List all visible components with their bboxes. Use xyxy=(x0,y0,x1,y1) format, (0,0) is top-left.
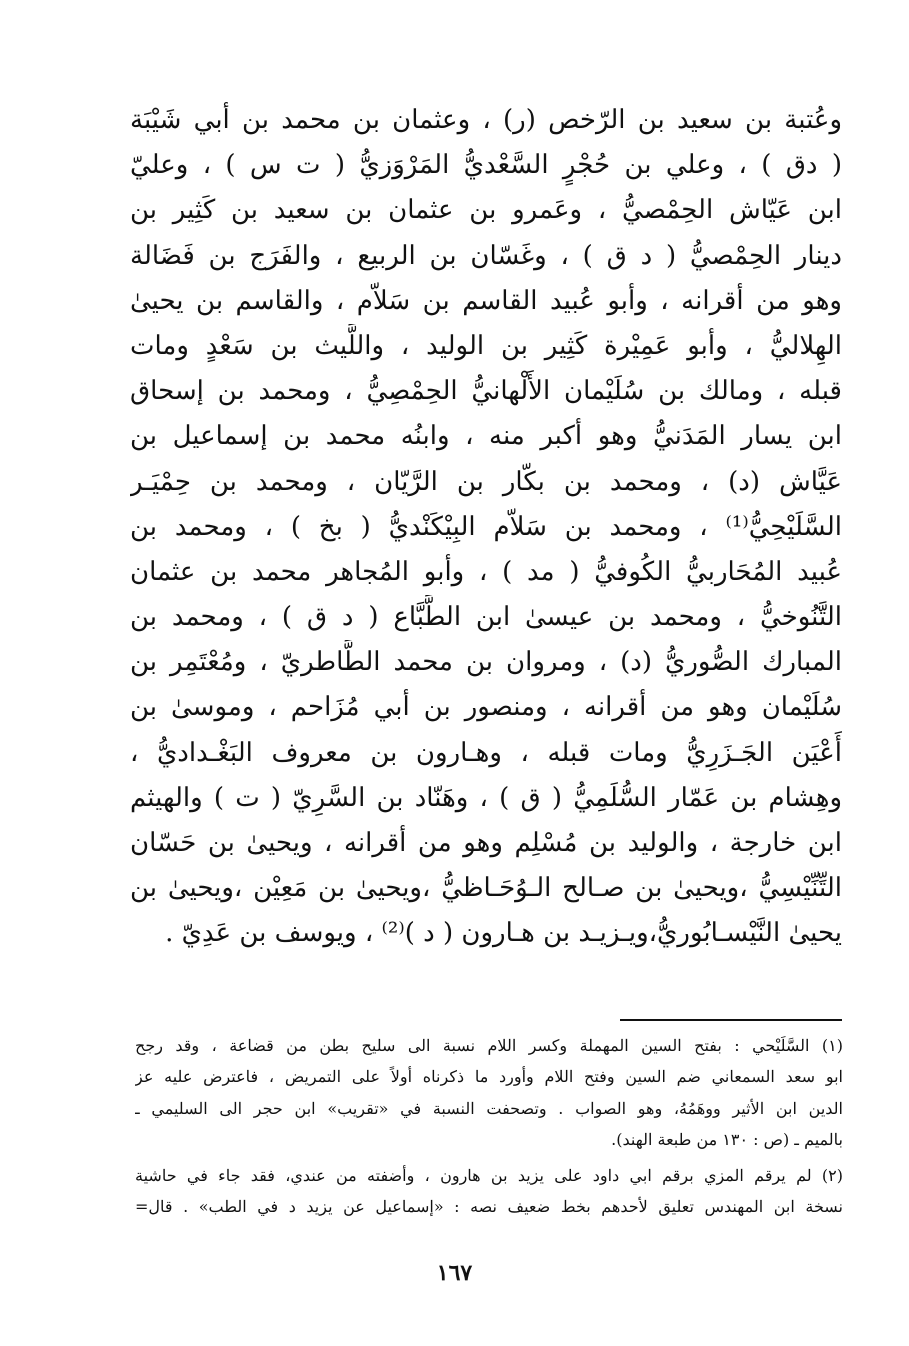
text-line: التَّنُوخيُّ ، ومحمد بن عيسىٰ ابن الطَّبَّاع ( د ق ) ، ومحمد بن xyxy=(130,602,842,633)
footnote-line: (٢) لم يرقم المزي برقم ابي داود على يزيد بن هارون ، وأضفته من عندي، فقد جاء في حاشية xyxy=(135,1165,843,1185)
text-line: الهِلاليُّ ، وأبو عَمِيْرة كَثِير بن الوليد ، واللَّيث بن سَعْدٍ ومات xyxy=(130,330,842,361)
text-line: قبله ، ومالك بن سُلَيْمان الأَلْهانيُّ الحِمْصِيُّ ، ومحمد بن إسحاق xyxy=(130,376,842,407)
text-line: سُلَيْمان وهو من أقرانه ، ومنصور بن أبي مُزَاحم ، وموسىٰ بن xyxy=(130,692,842,723)
text-line: ابن خارجة ، والوليد بن مُسْلِم وهو من أقرانه ، ويحيىٰ بن حَسّان xyxy=(130,828,842,858)
text-line: التِّنِّيْسِيُّ ،ويحيىٰ بن صـالح الـوُحَـاظيُّ ،ويحيىٰ بن مَعِيْن ،ويحيىٰ بن xyxy=(130,873,842,904)
text-line: عَيَّاش (د) ، ومحمد بن بكّار بن الرَّيّان ، ومحمد بن حِمْيَـر xyxy=(130,466,842,497)
text-line: يحيىٰ النَّيْسـابُوريُّ،ويـزيـد بن هـارون ( د )⁽²⁾ ، ويوسف بن عَدِيّ . xyxy=(165,918,842,949)
text-line: السَّلَيْحِيُّ⁽¹⁾ ، ومحمد بن سَلاّم البِيْكَنْديُّ ( بخ ) ، ومحمد بن xyxy=(130,511,842,542)
footnotes-block xyxy=(135,1030,843,1222)
text-line: وهو من أقرانه ، وأبو عُبيد القاسم بن سَلاّم ، والقاسم بن يحيىٰ xyxy=(130,285,842,316)
footnote-separator xyxy=(620,1019,842,1021)
footnote-2 xyxy=(135,1160,843,1223)
main-text-block xyxy=(130,98,842,957)
text-line: ابن يسار المَدَنيُّ وهو أكبر منه ، وابنُه محمد بن إسماعيل بن xyxy=(130,421,842,452)
text-line: أَعْيَن الجَـزَرِيُّ ومات قبله ، وهـارون بن معروف البَغْـداديُّ ، xyxy=(130,737,842,768)
footnote-1 xyxy=(135,1030,843,1156)
footnote-line: الدين ابن الأثير ووهَمُهُ، وهو الصواب . وتصحفت النسبة في «تقريب» ابن حجر الى السليمي ـ xyxy=(135,1098,843,1118)
page-number: ١٦٧ xyxy=(436,1260,473,1286)
footnote-line: نسخة ابن المهندس تعليق لأحدهم بخط ضعيف نصه : «إسماعيل عن يزيد د في الطب» . قال= xyxy=(135,1196,843,1216)
text-line: عُبيد المُحَاربيُّ الكُوفيُّ ( مد ) ، وأبو المُجاهر محمد بن عثمان xyxy=(130,556,842,587)
text-line: وهِشام بن عَمّار السُّلَمِيُّ ( ق ) ، وهَنّاد بن السَّرِيّ ( ت ) والهيثم xyxy=(130,782,842,813)
footnote-line: ابو سعد السمعاني ضم السين وفتح اللام وأورد ما ذكرناه أولاً على التمريض ، فاعترض عليه عز xyxy=(135,1067,843,1087)
footnote-line: (١) السَّلَيْحي : بفتح السين المهملة وكسر اللام نسبة الى سليح بطن من قضاعة ، وقد رجح xyxy=(135,1036,843,1055)
text-line: وعُتبة بن سعيد بن الرّخص (ر) ، وعثمان بن محمد بن أبي شَيْبَة xyxy=(130,105,842,135)
footnote-line: بالميم ـ (ص : ١٣٠ من طبعة الهند). xyxy=(611,1130,843,1150)
text-line: ابن عَيّاش الحِمْصيُّ ، وعَمرو بن عثمان بن سعيد بن كَثِير بن xyxy=(130,195,842,226)
text-line: دينار الحِمْصيُّ ( د ق ) ، وغَسّان بن الربيع ، والفَرَج بن فَضَالة xyxy=(130,240,842,271)
text-line: ( دق ) ، وعلي بن حُجْرٍ السَّعْديُّ المَرْوَزيُّ ( ت س ) ، وعليّ xyxy=(130,150,842,181)
text-line: المبارك الصُّوريُّ (د) ، ومروان بن محمد الطَّاطريّ ، ومُعْتَمِر بن xyxy=(130,647,842,678)
